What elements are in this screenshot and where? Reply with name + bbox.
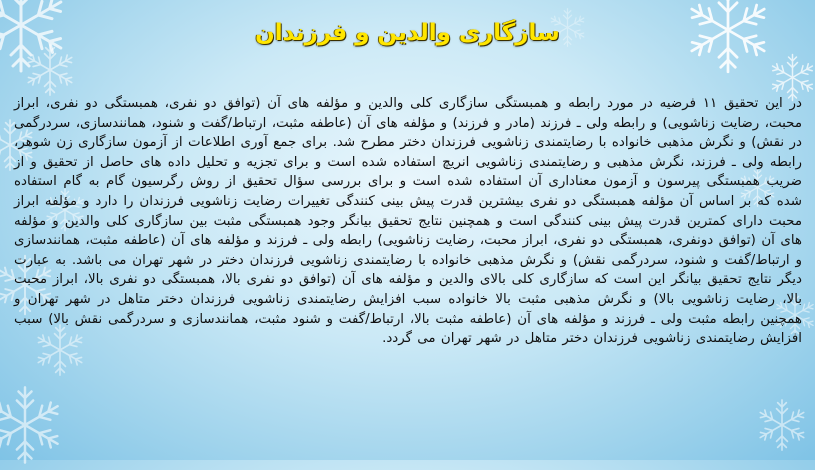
slide-body-text: در این تحقیق ۱۱ فرضیه در مورد رابطه و همبستگی سازگاری کلی والدین و مؤلفه های آن (توافق دو نفری، همبستگی دو نفری، ابراز محبت، رضایت زناشویی) و رابطه ولی ـ فرزند (مادر و فرزند) و مؤلفه های آن (عاطفه مثبت، ارتباط/گفت و شنود، همانندسازی، سردرگمی در نقش) و نگرش مذهبی خانواده با رضایتمندی زناشویی فرزندان دختر مطرح شد. برای جمع آوری اطلاعات از آزمون سازگاری زن شوهر، رابطه ولی ـ فرزند، نگرش مذهبی و رضایتمندی زناشویی انریچ استفاده شده است و برای تجزیه و تحلیل داده های حاصل از تحقیق و از ضریب همبستگی پیرسون و آزمون معناداری آن استفاده شده است و برای بررسی سؤال تحقیق از روش رگرسیون گام به گام استفاده شده که بر اساس آن مؤلفه همبستگی دو نفری بیشترین قدرت پیش بینی کنندگی تغییرات رضایت زناشویی فرزندان را دارد و مؤلفه ابراز محبت دارای کمترین قدرت پیش بینی کنندگی است و همچنین نتایج تحقیق بیانگر وجود همبستگی مثبت بین سازگاری کلی والدین و مؤلفه های آن (توافق دونفری، همبستگی دو نفری، ابراز محبت، رضایت زناشویی) رابطه ولی ـ فرزند و مؤلفه های آن (عاطفه مثبت، همانندسازی و ارتباط/گفت و شنود، سردرگمی نقش) و نگرش مذهبی خانواده با رضایتمندی زناشویی فرزندان دختر در شهر تهران می باشد. به عبارت دیگر نتایج تحقیق بیانگر این است که سازگاری کلی بالای والدین و مؤلفه های آن (توافق دو نفری بالا، همبستگی دو نفری بالا، ابراز محبت بالا، رضایت زناشویی بالا) و نگرش مذهبی مثبت بالا خانواده سبب افزایش رضایتمندی زناشویی فرزندان دختر متاهل در شهر تهران و همچنین رابطه مثبت ولی ـ فرزند و مؤلفه های آن (عاطفه مثبت بالا، ارتباط/گفت و شنود مثبت، همانندسازی و سردرگمی نقش بالا) سبب افزایش رضایتمندی زناشویی فرزندان دختر متاهل در شهر تهران می گردد.: [14, 96, 802, 347]
slide-title: سازگاری والدین و فرزندان: [255, 20, 560, 46]
snowflake-icon: [20, 40, 80, 100]
snowflake-icon: [752, 395, 812, 455]
snowflake-icon: [0, 380, 70, 470]
